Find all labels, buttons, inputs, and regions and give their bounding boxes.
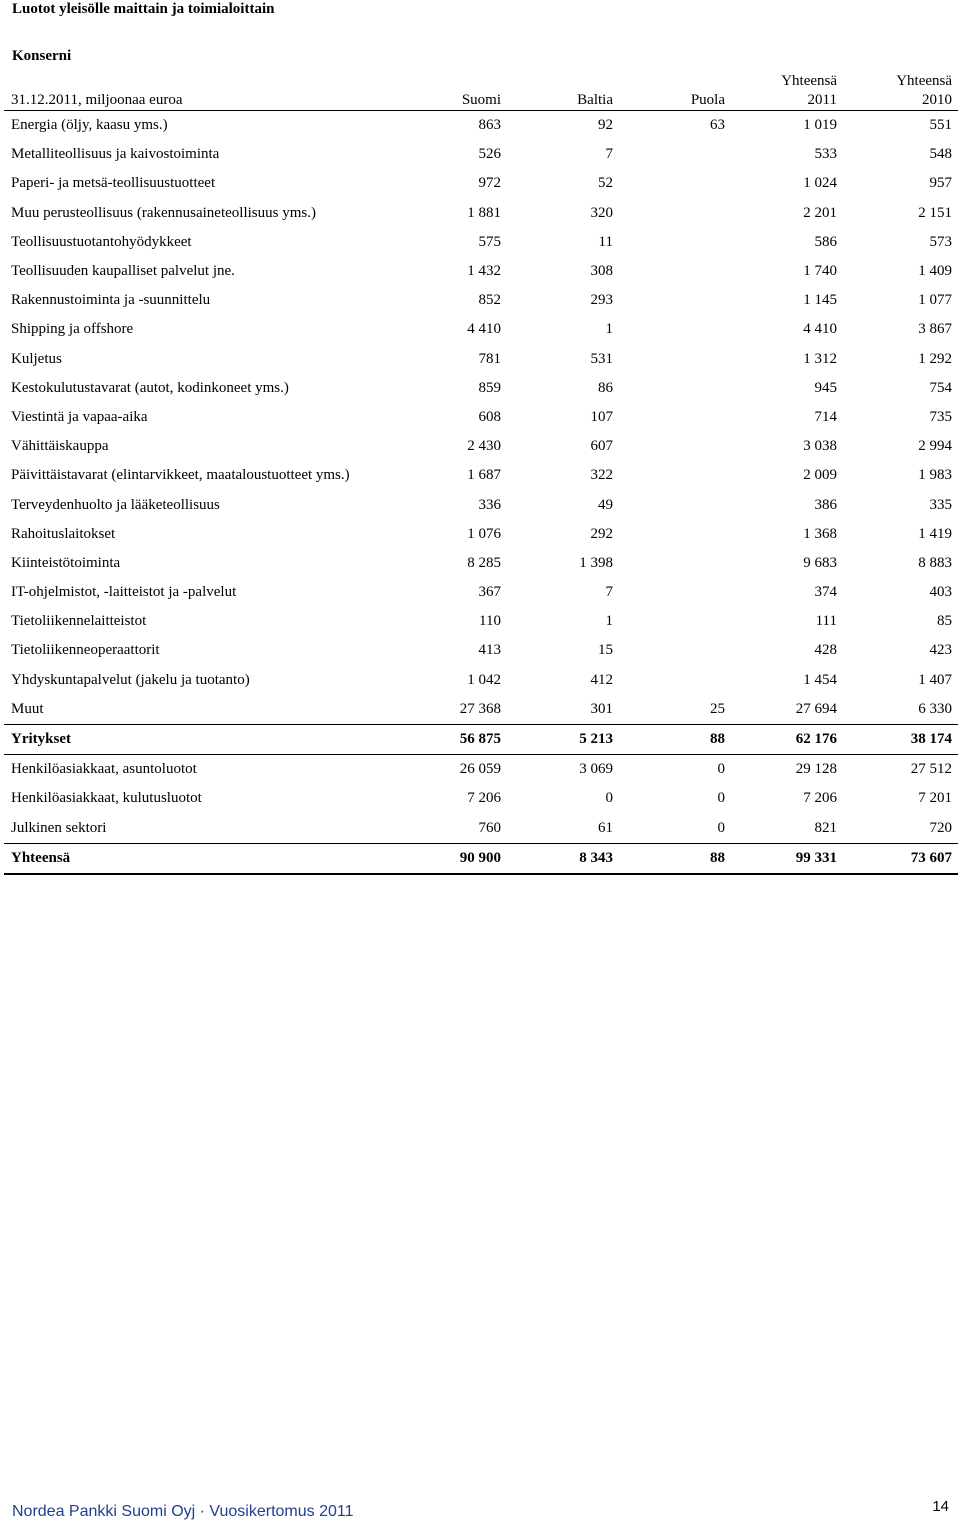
row-label: Tietoliikennelaitteistot <box>11 613 147 630</box>
row-value: 3 867 <box>918 321 952 338</box>
table-row <box>4 257 958 286</box>
row-value: 714 <box>814 408 837 425</box>
row-value: 607 <box>590 438 613 455</box>
row-value: 11 <box>598 233 613 250</box>
row-value: 2 151 <box>918 204 952 221</box>
row-label: Paperi- ja metsä-teollisuustuotteet <box>11 175 216 192</box>
table-row <box>4 814 958 844</box>
row-value <box>619 461 731 490</box>
row-value: 107 <box>590 408 613 425</box>
header-puola: Puola <box>619 72 731 111</box>
loans-table <box>4 72 958 875</box>
row-label: Rakennustoiminta ja -suunnittelu <box>11 292 211 309</box>
row-value: 62 176 <box>731 724 843 754</box>
row-value: 945 <box>814 379 837 396</box>
row-value <box>619 490 731 519</box>
table-row <box>4 286 958 315</box>
row-value: 413 <box>478 642 501 659</box>
row-label: Yhteensä <box>4 843 419 874</box>
row-value: 821 <box>731 814 843 844</box>
table-row <box>4 228 958 257</box>
row-label: Teollisuuden kaupalliset palvelut jne. <box>11 263 235 280</box>
row-value: 2 994 <box>918 438 952 455</box>
row-value: 99 331 <box>731 843 843 874</box>
row-value: 760 <box>419 814 507 844</box>
row-value <box>619 286 731 315</box>
row-value: 1 077 <box>918 292 952 309</box>
table-row <box>4 490 958 519</box>
row-label: Rahoituslaitokset <box>11 525 116 542</box>
row-value: 1 <box>605 321 613 338</box>
row-value: 3 038 <box>803 438 837 455</box>
row-value: 852 <box>478 292 501 309</box>
row-label: Muu perusteollisuus (rakennusaineteollisuus yms.) <box>11 204 316 221</box>
header-suomi: Suomi <box>419 72 507 111</box>
row-value <box>619 666 731 695</box>
table-row <box>4 374 958 403</box>
row-value: 86 <box>598 379 613 396</box>
row-value: 25 <box>619 695 731 725</box>
row-value: 293 <box>590 292 613 309</box>
row-value: 301 <box>507 695 619 725</box>
row-value: 335 <box>929 496 952 513</box>
row-value: 1 076 <box>467 525 501 542</box>
row-value <box>619 169 731 198</box>
table-row <box>4 403 958 432</box>
row-value: 428 <box>814 642 837 659</box>
table-row <box>4 549 958 578</box>
row-value: 533 <box>814 146 837 163</box>
row-value: 292 <box>590 525 613 542</box>
row-label: Yritykset <box>4 724 419 754</box>
row-label: Henkilöasiakkaat, asuntoluotot <box>11 761 197 778</box>
row-value: 575 <box>478 233 501 250</box>
row-value <box>619 578 731 607</box>
row-value: 1 398 <box>579 554 613 571</box>
row-value <box>619 549 731 578</box>
row-value: 531 <box>590 350 613 367</box>
row-label: Kestokulutustavarat (autot, kodinkoneet yms.) <box>11 379 289 396</box>
row-value: 320 <box>590 204 613 221</box>
row-value: 56 875 <box>419 724 507 754</box>
table-row <box>4 315 958 344</box>
row-value: 1 983 <box>918 467 952 484</box>
row-value: 336 <box>478 496 501 513</box>
row-value: 526 <box>478 146 501 163</box>
table-row <box>4 666 958 695</box>
table-row <box>4 784 958 813</box>
row-value <box>619 403 731 432</box>
row-value: 90 900 <box>419 843 507 874</box>
row-value: 8 883 <box>918 554 952 571</box>
row-value <box>619 140 731 169</box>
row-value: 111 <box>815 613 837 630</box>
row-value: 88 <box>619 724 731 754</box>
row-value: 52 <box>598 175 613 192</box>
row-value <box>619 520 731 549</box>
row-value: 3 069 <box>579 761 613 778</box>
row-value: 0 <box>717 790 725 807</box>
row-label: IT-ohjelmistot, -laitteistot ja -palvelut <box>11 584 237 601</box>
row-value: 423 <box>929 642 952 659</box>
row-value: 29 128 <box>795 761 837 778</box>
row-value: 1 419 <box>918 525 952 542</box>
row-value: 1 454 <box>803 671 837 688</box>
row-value: 61 <box>507 814 619 844</box>
row-value: 38 174 <box>843 724 958 754</box>
row-value: 1 687 <box>467 467 501 484</box>
row-value: 386 <box>814 496 837 513</box>
row-label: Viestintä ja vapaa-aika <box>11 408 148 425</box>
row-value: 1 409 <box>918 263 952 280</box>
row-label: Teollisuustuotantohyödykkeet <box>11 233 192 250</box>
row-value: 7 <box>605 584 613 601</box>
table-row <box>4 199 958 228</box>
row-value: 0 <box>717 761 725 778</box>
footer-publication: Nordea Pankki Suomi Oyj · Vuosikertomus 2011 <box>12 1503 354 1520</box>
row-value <box>619 345 731 374</box>
row-value: 1 <box>605 613 613 630</box>
row-value: 1 024 <box>803 175 837 192</box>
row-value: 6 330 <box>843 695 958 725</box>
row-value: 26 059 <box>459 761 501 778</box>
subtotal-row <box>4 724 958 754</box>
row-value: 0 <box>619 814 731 844</box>
row-value: 573 <box>929 233 952 250</box>
row-value: 92 <box>598 117 613 134</box>
row-value: 972 <box>478 175 501 192</box>
row-value: 1 881 <box>467 204 501 221</box>
row-value: 735 <box>929 408 952 425</box>
row-value: 374 <box>814 584 837 601</box>
row-value: 2 201 <box>803 204 837 221</box>
row-label: Julkinen sektori <box>4 814 419 844</box>
row-value: 1 042 <box>467 671 501 688</box>
row-label: Tietoliikenneoperaattorit <box>11 642 160 659</box>
row-value: 8 343 <box>507 843 619 874</box>
table-row <box>4 111 958 141</box>
row-value <box>619 607 731 636</box>
row-value: 548 <box>929 146 952 163</box>
section-subtitle: Konserni <box>12 48 72 64</box>
row-value: 586 <box>814 233 837 250</box>
row-value: 754 <box>929 379 952 396</box>
row-value <box>619 228 731 257</box>
row-label: Vähittäiskauppa <box>11 438 109 455</box>
grand-total-row <box>4 843 958 874</box>
table-row <box>4 520 958 549</box>
row-value: 322 <box>590 467 613 484</box>
row-label: Muut <box>4 695 419 725</box>
row-label: Henkilöasiakkaat, kulutusluotot <box>11 790 202 807</box>
row-value: 27 368 <box>419 695 507 725</box>
row-value: 551 <box>929 117 952 134</box>
row-value: 412 <box>590 671 613 688</box>
row-value: 4 410 <box>467 321 501 338</box>
table-row <box>4 636 958 665</box>
row-value: 403 <box>929 584 952 601</box>
row-value: 63 <box>710 117 725 134</box>
row-value: 15 <box>598 642 613 659</box>
row-value: 1 407 <box>918 671 952 688</box>
row-value <box>619 432 731 461</box>
table-row <box>4 345 958 374</box>
row-label: Kiinteistötoiminta <box>11 554 121 571</box>
row-value: 781 <box>478 350 501 367</box>
table-row <box>4 607 958 636</box>
row-value: 7 206 <box>803 790 837 807</box>
page-number: 14 <box>932 1498 949 1515</box>
table-row <box>4 461 958 490</box>
row-value: 0 <box>605 790 613 807</box>
row-value: 863 <box>478 117 501 134</box>
row-value: 720 <box>843 814 958 844</box>
row-value: 2 430 <box>467 438 501 455</box>
row-value: 9 683 <box>803 554 837 571</box>
row-value: 2 009 <box>803 467 837 484</box>
row-value: 1 312 <box>803 350 837 367</box>
table-row <box>4 169 958 198</box>
row-value: 1 432 <box>467 263 501 280</box>
row-value <box>619 199 731 228</box>
row-value <box>619 636 731 665</box>
row-value: 88 <box>619 843 731 874</box>
header-total-2011: Yhteensä 2011 <box>731 72 843 111</box>
row-value: 1 740 <box>803 263 837 280</box>
row-value: 1 145 <box>803 292 837 309</box>
row-label: Kuljetus <box>11 350 62 367</box>
table-row <box>4 432 958 461</box>
row-label: Päivittäistavarat (elintarvikkeet, maataloustuotteet yms.) <box>11 467 350 484</box>
row-value: 8 285 <box>467 554 501 571</box>
row-value: 27 694 <box>731 695 843 725</box>
row-value: 85 <box>937 613 952 630</box>
row-value: 7 206 <box>467 790 501 807</box>
row-value <box>619 315 731 344</box>
table-row <box>4 695 958 725</box>
row-value: 49 <box>598 496 613 513</box>
table-header-row <box>4 72 958 111</box>
page-title: Luotot yleisölle maittain ja toimialoittain <box>12 1 275 17</box>
table-row <box>4 140 958 169</box>
row-value: 367 <box>478 584 501 601</box>
row-value: 5 213 <box>507 724 619 754</box>
row-value: 7 201 <box>918 790 952 807</box>
row-value: 7 <box>605 146 613 163</box>
table-row <box>4 578 958 607</box>
header-label: 31.12.2011, miljoonaa euroa <box>4 72 419 111</box>
row-value: 1 019 <box>803 117 837 134</box>
row-value: 110 <box>479 613 501 630</box>
row-value: 608 <box>478 408 501 425</box>
row-value: 308 <box>590 263 613 280</box>
row-value: 859 <box>478 379 501 396</box>
row-label: Energia (öljy, kaasu yms.) <box>11 117 168 134</box>
row-value <box>619 374 731 403</box>
header-total-2010: Yhteensä 2010 <box>843 72 958 111</box>
header-baltia: Baltia <box>507 72 619 111</box>
row-value: 1 368 <box>803 525 837 542</box>
row-value: 73 607 <box>843 843 958 874</box>
row-label: Yhdyskuntapalvelut (jakelu ja tuotanto) <box>11 671 250 688</box>
row-value: 4 410 <box>803 321 837 338</box>
row-label: Shipping ja offshore <box>11 321 134 338</box>
row-label: Terveydenhuolto ja lääketeollisuus <box>11 496 220 513</box>
table-row <box>4 755 958 785</box>
row-label: Metalliteollisuus ja kaivostoiminta <box>11 146 220 163</box>
row-value: 957 <box>929 175 952 192</box>
row-value: 1 292 <box>918 350 952 367</box>
row-value <box>619 257 731 286</box>
row-value: 27 512 <box>910 761 952 778</box>
